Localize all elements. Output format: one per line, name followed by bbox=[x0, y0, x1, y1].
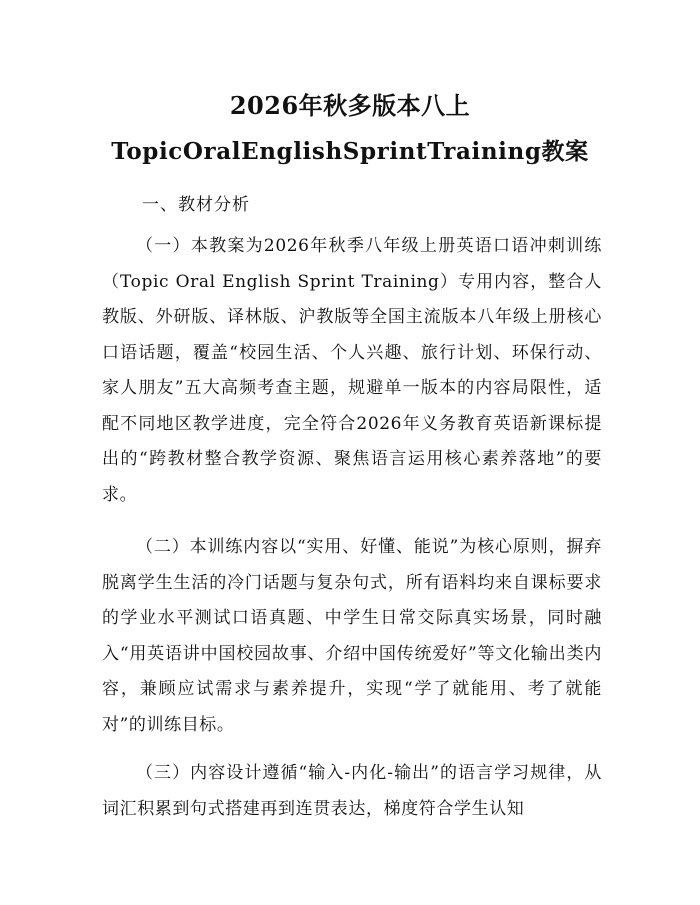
document-title-line-2: TopicOralEnglishSprintTraining教案 bbox=[111, 138, 589, 165]
document-title-line-1: 2026年秋多版本八上 bbox=[229, 91, 471, 120]
paragraph-1: （一）本教案为2026年秋季八年级上册英语口语冲刺训练（Topic Oral English Sprint Training）专用内容，整合人教版、外研版、译林版、沪教版等全国主流版本八年级上册核心口语话题，覆盖“校园生活、个人兴趣、旅行计划、环保行动、家人朋友”五大高频考查主题，规避单一版本的内容局限性，适配不同地区教学进度，完全符合2026年义务教育英语新课标提出的“跨教材整合教学资源、聚焦语言运用核心素养落地”的要求。 bbox=[102, 236, 602, 505]
paragraph-3: （三）内容设计遵循“输入-内化-输出”的语言学习规律，从词汇积累到句式搭建再到连贯表达，梯度符合学生认知 bbox=[102, 763, 602, 819]
section-heading: 一、教材分析 bbox=[142, 195, 250, 215]
paragraph-2: （二）本训练内容以“实用、好懂、能说”为核心原则，摒弃脱离学生生活的冷门话题与复杂句式，所有语料均来自课标要求的学业水平测试口语真题、中学生日常交际真实场景，同时融入“用英语讲中国校园故事、介绍中国传统爱好”等文化输出类内容，兼顾应试需求与素养提升，实现“学了就能用、考了就能对”的训练目标。 bbox=[102, 537, 602, 735]
